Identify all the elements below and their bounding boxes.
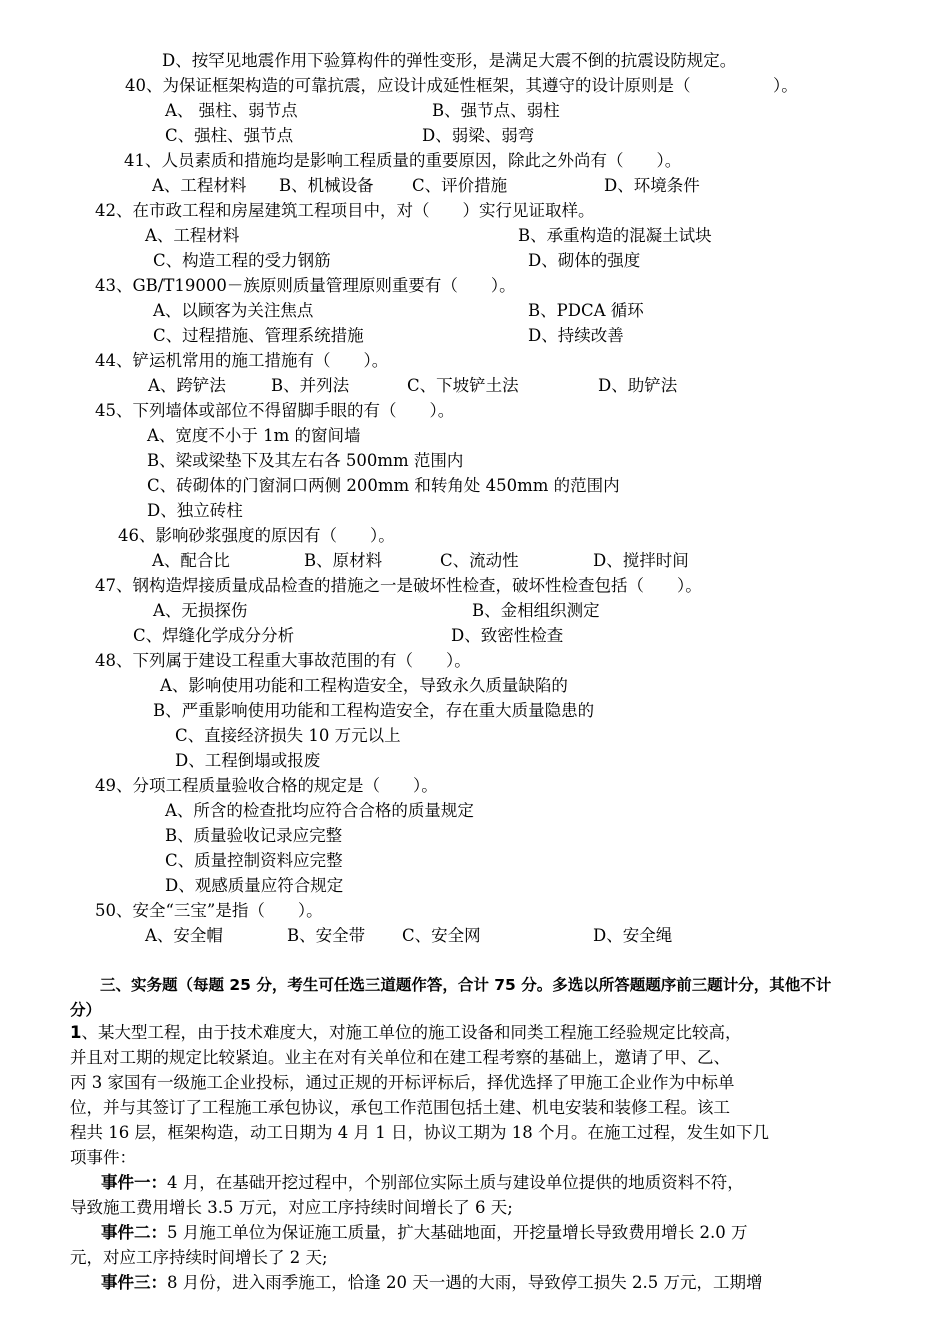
q48-option-a[interactable]: A、影响使用功能和工程构造安全，导致永久质量缺陷的	[160, 676, 568, 695]
q45-option-b[interactable]: B、梁或梁垫下及其左右各 500mm 范围内	[147, 451, 464, 470]
q46-option-a[interactable]: A、配合比	[152, 551, 230, 570]
case-1-number: 1	[70, 1023, 82, 1042]
q45-option-d[interactable]: D、独立砖柱	[147, 501, 243, 520]
q46-option-c[interactable]: C、流动性	[440, 551, 519, 570]
q45-stem: 45、下列墙体或部位不得留脚手眼的有（ ）。	[95, 401, 455, 420]
q43-stem: 43、GB/T19000－族原则质量管理原则重要有（ ）。	[95, 276, 516, 295]
case-1-line	[70, 1022, 741, 1044]
q49-option-b[interactable]: B、质量验收记录应完整	[165, 826, 343, 845]
q43-option-d[interactable]: D、持续改善	[528, 326, 624, 345]
q44-option-b[interactable]: B、并列法	[271, 376, 350, 395]
q44-option-c[interactable]: C、下坡铲土法	[407, 376, 519, 395]
q41-option-c[interactable]: C、评价措施	[412, 176, 508, 195]
q50-option-b[interactable]: B、安全带	[287, 926, 366, 945]
q42-option-c[interactable]: C、构造工程的受力钢筋	[153, 251, 331, 270]
q41-stem: 41、人员素质和措施均是影响工程质量的重要原因，除此之外尚有（ ）。	[124, 151, 682, 170]
q48-option-b[interactable]: B、严重影响使用功能和工程构造安全，存在重大质量隐患的	[153, 701, 595, 720]
q45-option-c[interactable]: C、砖砌体的门窗洞口两侧 200mm 和转角处 450mm 的范围内	[147, 476, 620, 495]
q47-option-c[interactable]: C、焊缝化学成分分析	[133, 626, 295, 645]
case-1-line: 项事件：	[70, 1148, 136, 1167]
q48-stem: 48、下列属于建设工程重大事故范围的有（ ）。	[95, 651, 471, 670]
q47-stem: 47、钢构造焊接质量成品检查的措施之一是破坏性检查，破坏性检查包括（ ）。	[95, 576, 702, 595]
q43-option-a[interactable]: A、以顾客为关注焦点	[153, 301, 314, 320]
q39-option-d: D、按罕见地震作用下验算构件的弹性变形，是满足大震不倒的抗震设防规定。	[162, 51, 737, 70]
q40-option-d[interactable]: D、弱梁、弱弯	[422, 126, 535, 145]
q43-option-b[interactable]: B、PDCA 循环	[528, 301, 644, 320]
q50-option-d[interactable]: D、安全绳	[593, 926, 673, 945]
q46-stem: 46、影响砂浆强度的原因有（ ）。	[118, 526, 395, 545]
q49-option-c[interactable]: C、质量控制资料应完整	[165, 851, 343, 870]
q40-option-c[interactable]: C、强柱、强节点	[165, 126, 294, 145]
event-3-label: 事件三：	[101, 1273, 167, 1292]
q41-option-a[interactable]: A、工程材料	[152, 176, 247, 195]
q46-option-b[interactable]: B、原材料	[304, 551, 383, 570]
event-3-line	[101, 1272, 762, 1294]
q45-option-a[interactable]: A、宽度不小于 1m 的窗间墙	[147, 426, 361, 445]
q42-stem: 42、在市政工程和房屋建筑工程项目中，对（ ）实行见证取样。	[95, 201, 595, 220]
q50-stem: 50、安全“三宝”是指（ ）。	[95, 901, 323, 920]
q40-option-b[interactable]: B、强节点、弱柱	[432, 101, 560, 120]
case-1-text: 、某大型工程，由于技术难度大，对施工单位的施工设备和同类工程施工经验规定比较高，	[81, 1023, 742, 1042]
q41-option-d[interactable]: D、环境条件	[604, 176, 700, 195]
case-1-line: 位，并与其签订了工程施工承包协议，承包工作范围包括土建、机电安装和装修工程。该工	[70, 1098, 730, 1117]
q41-option-b[interactable]: B、机械设备	[279, 176, 374, 195]
case-1-line: 丙 3 家国有一级施工企业投标，通过正规的开标评标后，择优选择了甲施工企业作为中标单	[70, 1073, 735, 1092]
q44-stem: 44、铲运机常用的施工措施有（ ）。	[95, 351, 389, 370]
event-3-text: 8 月份，进入雨季施工，恰逢 20 天一遇的大雨，导致停工损失 2.5 万元，工期增	[167, 1273, 763, 1292]
q43-option-c[interactable]: C、过程措施、管理系统措施	[153, 326, 364, 345]
q50-option-a[interactable]: A、安全帽	[145, 926, 223, 945]
q49-option-d[interactable]: D、观感质量应符合规定	[165, 876, 344, 895]
q44-option-a[interactable]: A、跨铲法	[148, 376, 226, 395]
q47-option-d[interactable]: D、致密性检查	[451, 626, 564, 645]
q42-option-b[interactable]: B、承重构造的混凝土试块	[518, 226, 712, 245]
event-1-line	[101, 1172, 744, 1194]
q46-option-d[interactable]: D、搅拌时间	[593, 551, 689, 570]
event-1-line: 导致施工费用增长 3.5 万元，对应工序持续时间增长了 6 天;	[70, 1198, 513, 1217]
case-1-line: 程共 16 层，框架构造，动工日期为 4 月 1 日，协议工期为 18 个月。在施工过程，发生如下几	[70, 1123, 769, 1142]
q44-option-d[interactable]: D、助铲法	[598, 376, 678, 395]
event-1-label: 事件一：	[101, 1173, 167, 1192]
event-2-line	[101, 1222, 747, 1244]
q47-option-a[interactable]: A、无损探伤	[153, 601, 248, 620]
q48-option-c[interactable]: C、直接经济损失 10 万元以上	[175, 726, 401, 745]
event-2-text: 5 月施工单位为保证施工质量，扩大基础地面，开挖量增长导致费用增长 2.0 万	[167, 1223, 748, 1242]
q42-option-d[interactable]: D、砌体的强度	[528, 251, 641, 270]
section-3-title: 三、实务题（每题 25 分，考生可任选三道题作答，合计 75 分。多选以所答题题序前三题计分，其他不计	[100, 976, 832, 994]
q42-option-a[interactable]: A、工程材料	[145, 226, 240, 245]
event-1-text: 4 月，在基础开挖过程中，个别部位实际土质与建设单位提供的地质资料不符，	[167, 1173, 744, 1192]
q49-option-a[interactable]: A、所含的检查批均应符合合格的质量规定	[165, 801, 474, 820]
case-1-line: 并且对工期的规定比较紧迫。业主在对有关单位和在建工程考察的基础上，邀请了甲、乙、	[70, 1048, 730, 1067]
event-2-line: 元，对应工序持续时间增长了 2 天;	[70, 1248, 328, 1267]
q47-option-b[interactable]: B、金相组织测定	[472, 601, 600, 620]
q49-stem: 49、分项工程质量验收合格的规定是（ ）。	[95, 776, 438, 795]
event-2-label: 事件二：	[101, 1223, 167, 1242]
q40-stem: 40、为保证框架构造的可靠抗震，应设计成延性框架，其遵守的设计原则是（ ）。	[125, 76, 798, 95]
q50-option-c[interactable]: C、安全网	[402, 926, 481, 945]
q48-option-d[interactable]: D、工程倒塌或报废	[175, 751, 321, 770]
section-3-title-cont: 分）	[70, 1001, 102, 1019]
q40-option-a[interactable]: A、 强柱、弱节点	[165, 101, 298, 120]
